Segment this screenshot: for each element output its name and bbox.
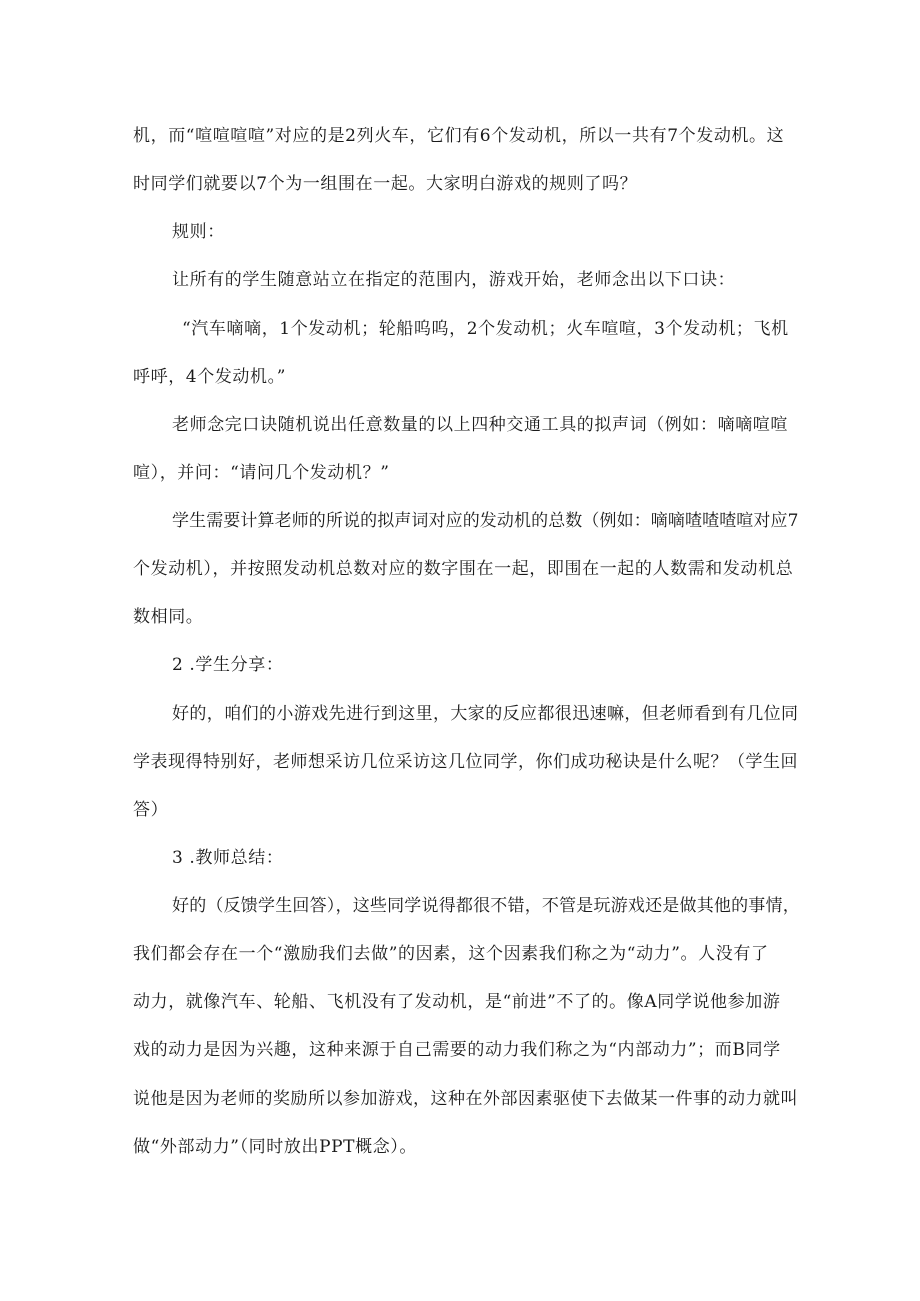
text-line: 时同学们就要以7个为一组围在一起。大家明白游戏的规则了吗？ [133, 174, 638, 194]
text-line: 说他是因为老师的奖励所以参加游戏，这种在外部因素驱使下去做某一件事的动力就叫 [133, 1089, 798, 1109]
section-heading: 2 .学生分享： [172, 655, 284, 675]
text-line: 学生需要计算老师的所说的拟声词对应的发动机的总数（例如：嘀嘀喳喳喳喧对应7 [172, 511, 799, 531]
text-line: 动力，就像汽车、轮船、飞机没有了发动机，是“前进”不了的。像A同学说他参加游 [133, 992, 781, 1012]
text-line: 答） [133, 800, 169, 820]
text-line: 好的（反馈学生回答），这些同学说得都很不错，不管是玩游戏还是做其他的事情， [172, 896, 800, 916]
text-line: 让所有的学生随意站立在指定的范围内，游戏开始，老师念出以下口诀： [172, 270, 736, 290]
text-line: 做“外部动力”（同时放出PPT概念）。 [133, 1137, 417, 1157]
text-line: 学表现得特别好，老师想采访几位采访这几位同学，你们成功秘诀是什么呢？（学生回 [133, 752, 798, 772]
section-heading: 3 .教师总结： [172, 848, 284, 868]
text-line: 个发动机），并按照发动机总数对应的数字围在一起，即围在一起的人数需和发动机总 [133, 559, 794, 579]
text-line: 老师念完口诀随机说出任意数量的以上四种交通工具的拟声词（例如：嘀嘀喧喧 [172, 415, 788, 435]
text-line: 喧），并问：“请问几个发动机？” [133, 463, 390, 483]
text-line: 规则： [172, 222, 225, 242]
text-line: 数相同。 [133, 607, 204, 627]
text-line: “汽车嘀嘀，1个发动机；轮船呜呜，2个发动机；火车喧喧，3个发动机；飞机 [182, 319, 789, 339]
text-line: 好的，咱们的小游戏先进行到这里，大家的反应都很迅速嘛，但老师看到有几位同 [172, 704, 799, 724]
text-line: 呼呼，4个发动机。” [133, 367, 287, 387]
text-line: 机，而“喧喧喧喧”对应的是2列火车，它们有6个发动机，所以一共有7个发动机。这 [133, 126, 785, 146]
text-line: 戏的动力是因为兴趣，这种来源于自己需要的动力我们称之为“内部动力”；而B同学 [133, 1040, 781, 1060]
text-line: 我们都会存在一个“激励我们去做”的因素，这个因素我们称之为“动力”。人没有了 [133, 944, 769, 964]
